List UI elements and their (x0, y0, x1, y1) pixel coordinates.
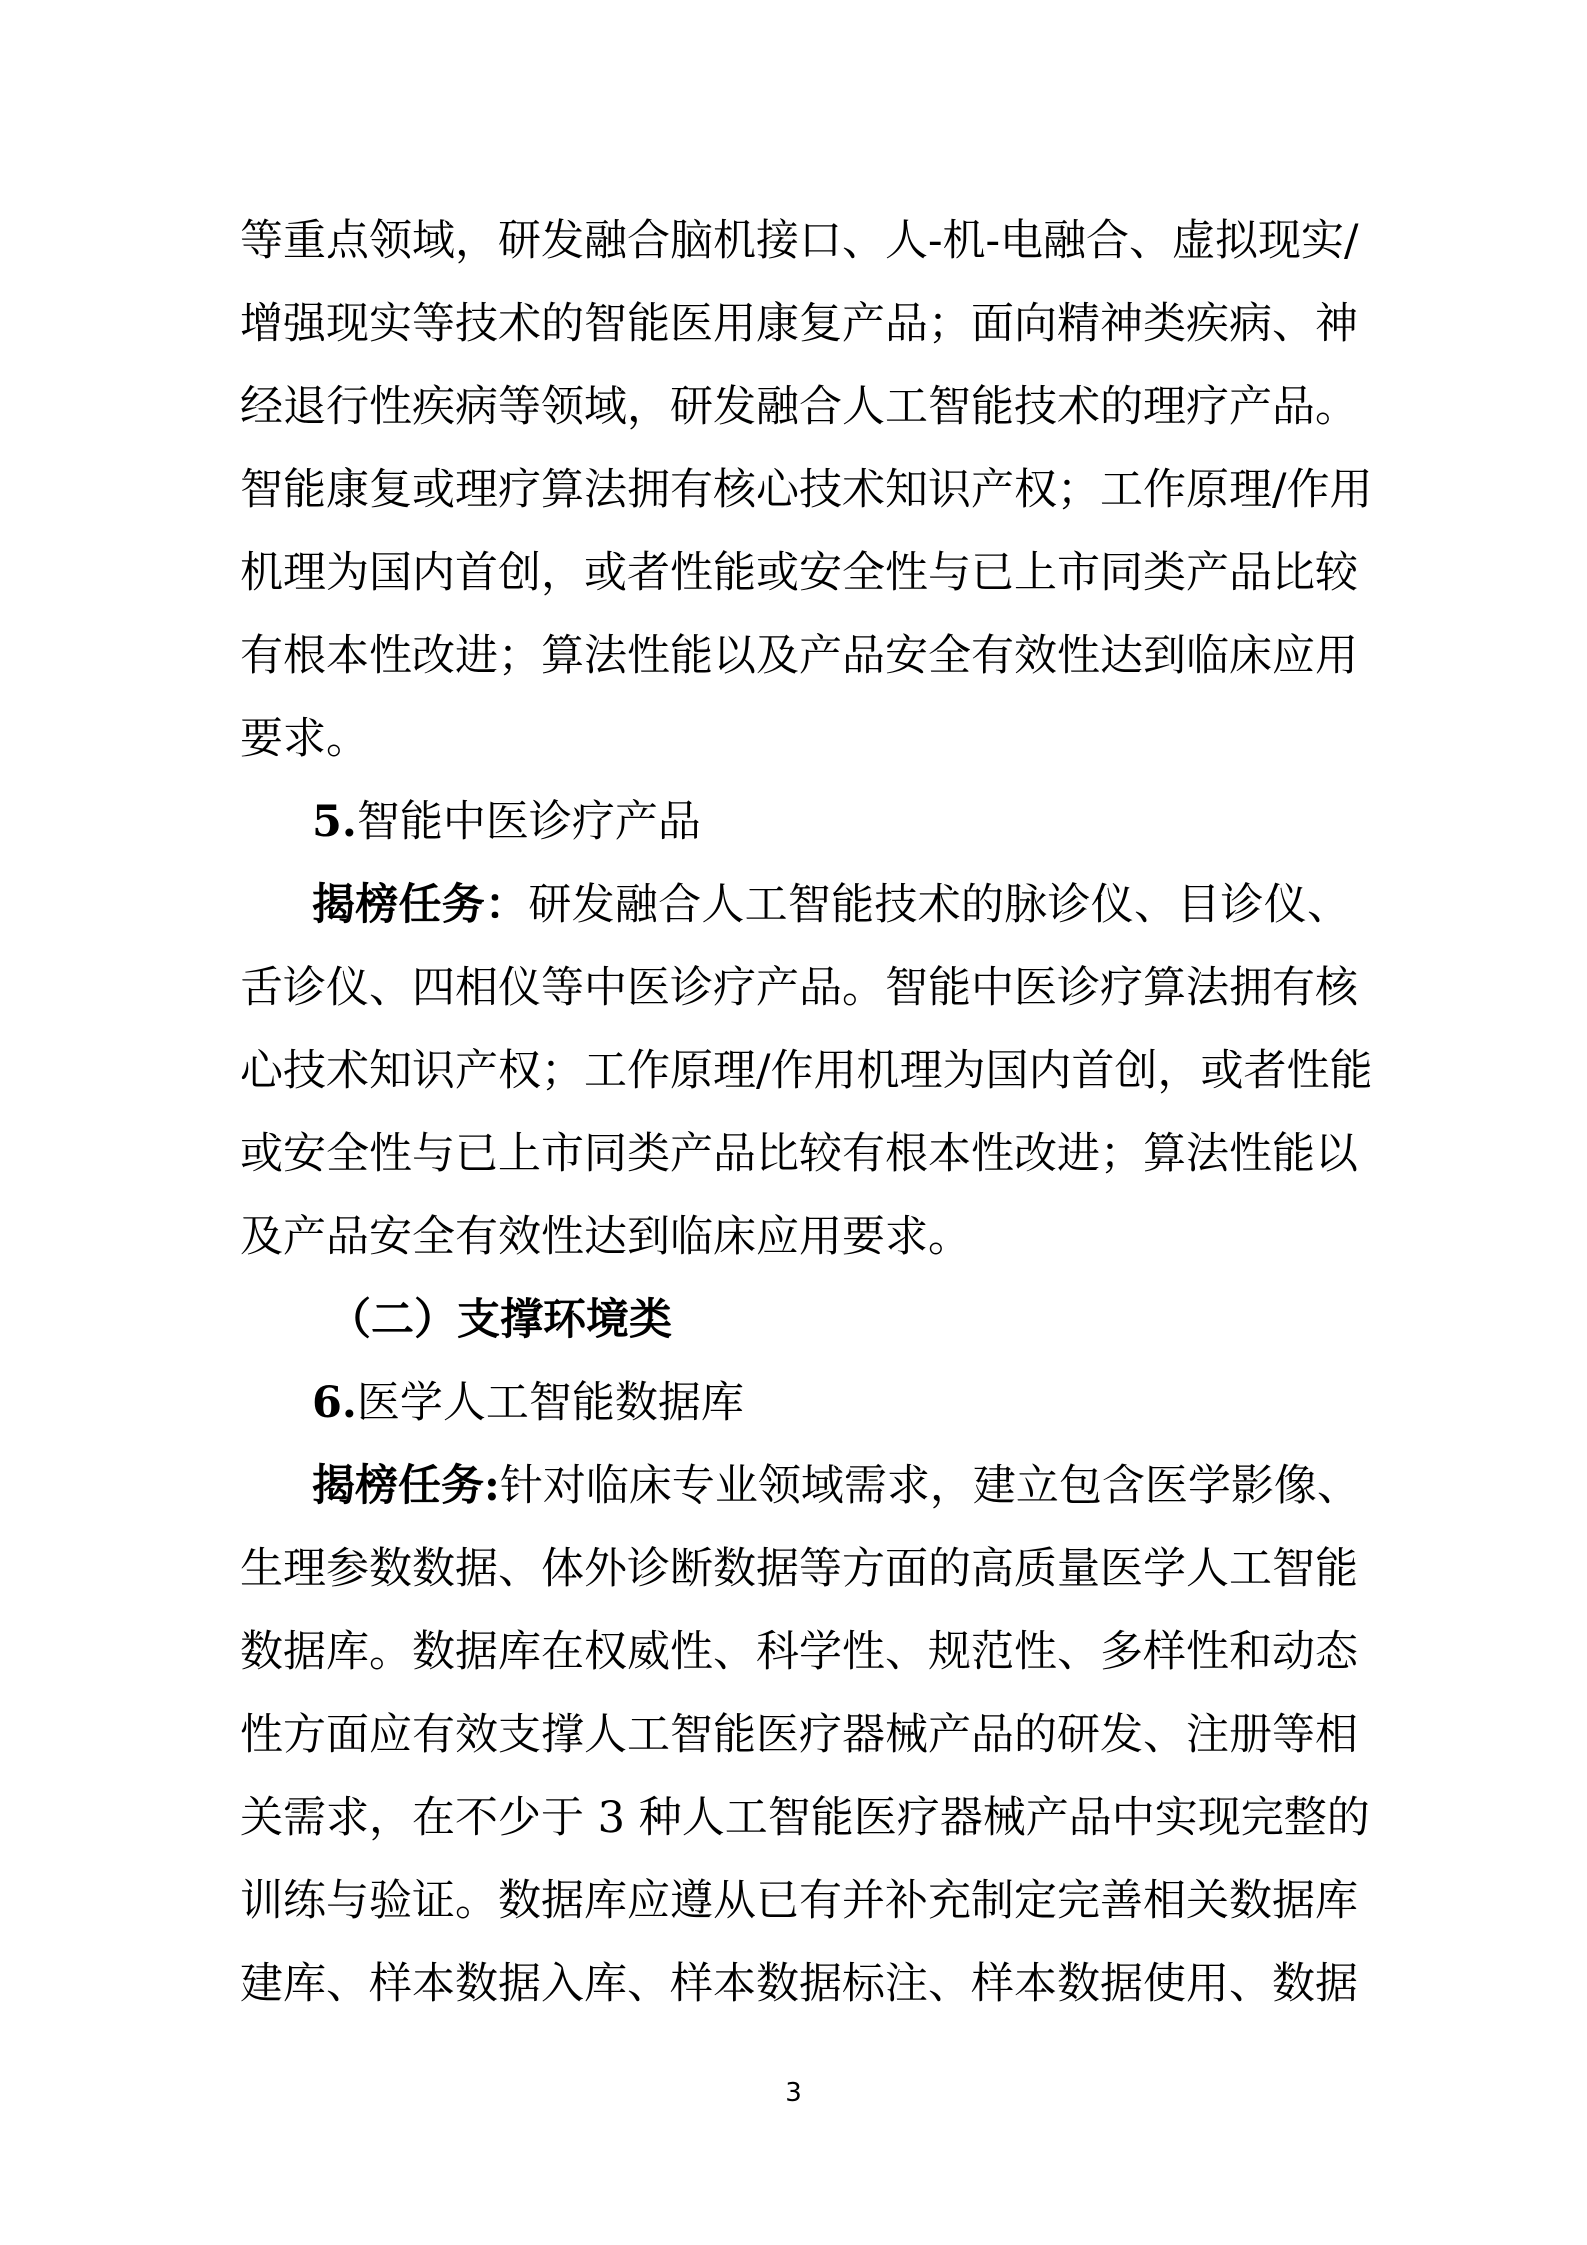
body-text-line: 关需求，在不少于 3 种人工智能医疗器械产品中实现完整的 (240, 1793, 1370, 1843)
task-text: 研发融合人工智能技术的脉诊仪、目诊仪、 (528, 880, 1351, 930)
task-line (312, 864, 1350, 947)
body-text-line: 智能康复或理疗算法拥有核心技术知识产权；工作原理/作用 (240, 465, 1373, 515)
section-heading-5 (312, 781, 1350, 864)
body-text-line: 经退行性疾病等领域，研发融合人工智能技术的理疗产品。 (240, 382, 1358, 432)
task-text: 针对临床专业领域需求，建立包含医学影像、 (499, 1461, 1360, 1511)
section-title: 医学人工智能数据库 (356, 1378, 744, 1428)
body-text-line: 建库、样本数据入库、样本数据标注、样本数据使用、数据 (240, 1959, 1358, 2009)
category-heading: （二）支撑环境类 (328, 1295, 672, 1345)
body-text-line: 性方面应有效支撑人工智能医疗器械产品的研发、注册等相 (240, 1710, 1358, 1760)
page-number: 3 (785, 2078, 802, 2108)
body-text-line: 及产品安全有效性达到临床应用要求。 (240, 1212, 971, 1262)
body-text-line: 有根本性改进；算法性能以及产品安全有效性达到临床应用 (240, 631, 1358, 681)
body-text-line: 生理参数数据、体外诊断数据等方面的高质量医学人工智能 (240, 1544, 1358, 1594)
body-text-line: 舌诊仪、四相仪等中医诊疗产品。智能中医诊疗算法拥有核 (240, 963, 1358, 1013)
body-text-line: 训练与验证。数据库应遵从已有并补充制定完善相关数据库 (240, 1876, 1358, 1926)
section-heading-6 (312, 1362, 1350, 1445)
section-title: 智能中医诊疗产品 (356, 797, 701, 847)
body-text-line: 心技术知识产权；工作原理/作用机理为国内首创，或者性能 (240, 1046, 1373, 1096)
task-label: 揭榜任务: (312, 1461, 500, 1511)
task-line (312, 1445, 1360, 1528)
body-text-line: 增强现实等技术的智能医用康复产品；面向精神类疾病、神 (240, 299, 1358, 349)
body-text-line: 或安全性与已上市同类产品比较有根本性改进；算法性能以 (240, 1129, 1358, 1179)
body-text-line: 等重点领域，研发融合脑机接口、人-机-电融合、虚拟现实/ (240, 216, 1359, 266)
task-label: 揭榜任务： (312, 880, 529, 930)
body-text-line: 机理为国内首创，或者性能或安全性与已上市同类产品比较 (240, 548, 1358, 598)
body-text-line: 要求。 (240, 714, 369, 764)
section-number: 6. (312, 1378, 357, 1428)
body-text-line: 数据库。数据库在权威性、科学性、规范性、多样性和动态 (240, 1627, 1358, 1677)
section-number: 5. (312, 797, 357, 847)
